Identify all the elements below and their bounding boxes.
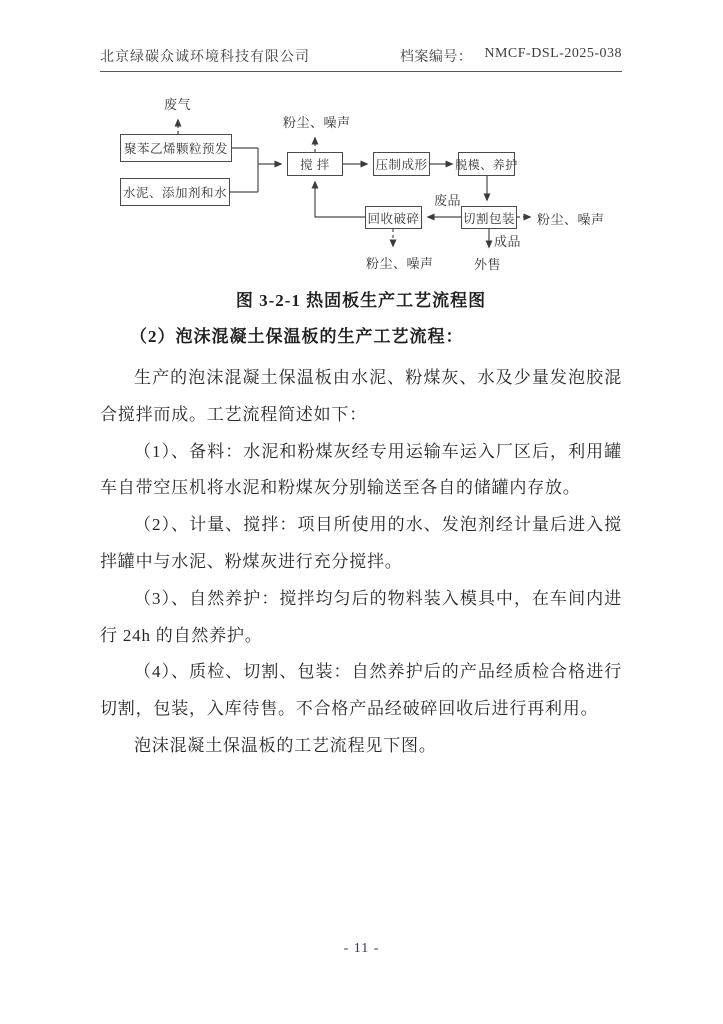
page-header [100,46,622,72]
node-polystyrene-pre-expansion: 聚苯乙烯颗粒预发 [120,134,232,162]
paragraph-closing: 泡沫混凝土保温板的工艺流程见下图。 [134,735,437,755]
label-waste-gas: 废气 [164,97,192,112]
node-press-forming: 压制成形 [373,152,430,176]
paragraph-step-3: （3）、自然养护：搅拌均匀后的物料装入模具中，在车间内进行 24h 的自然养护。 [100,588,622,645]
label-dust-noise-mixing: 粉尘、噪声 [283,115,351,130]
figure-caption: 图 3-2-1 热固板生产工艺流程图 [235,291,487,310]
label-finished-product: 成品 [494,234,522,249]
section-heading: （2）泡沫混凝土保温板的生产工艺流程： [130,327,464,346]
paragraph-step-2: （2）、计量、搅拌：项目所使用的水、发泡剂经计量后进入搅拌罐中与水泥、粉煤灰进行充分搅拌。 [100,515,622,571]
node-mixing: 搅 拌 [287,152,343,176]
node-demold-curing: 脱模、养护 [458,152,515,176]
doc-number [400,46,622,66]
node-recycle-crushing: 回收破碎 [365,206,422,229]
node-cutting-packing: 切割包装 [461,206,517,229]
process-flowchart [100,92,625,282]
node-cement-additive-water: 水泥、添加剂和水 [120,178,230,206]
label-dust-noise-cutting: 粉尘、噪声 [537,212,605,227]
doc-number-label: 档案编号： [399,50,473,65]
body-text [100,360,622,765]
doc-number-value: NMCF-DSL-2025-038 [484,46,622,61]
company-name: 北京绿碳众诚环境科技有限公司 [100,50,310,65]
paragraph-step-1: （1）、备料：水泥和粉煤灰经专用运输车运入厂区后，利用罐车自带空压机将水泥和粉煤灰分别输送至各自的储罐内存放。 [100,441,622,498]
paragraph-intro: 生产的泡沫混凝土保温板由水泥、粉煤灰、水及少量发泡胶混合搅拌而成。工艺流程简述如下： [100,368,622,424]
page-number: - 11 - [343,941,380,956]
label-external-sale: 外售 [474,257,502,272]
label-dust-noise-recycle: 粉尘、噪声 [366,256,434,271]
label-scrap: 废品 [434,193,462,208]
paragraph-step-4: （4）、质检、切割、包装：自然养护后的产品经质检合格进行切割，包装，入库待售。不合格产品经破碎回收后进行再利用。 [100,662,622,719]
